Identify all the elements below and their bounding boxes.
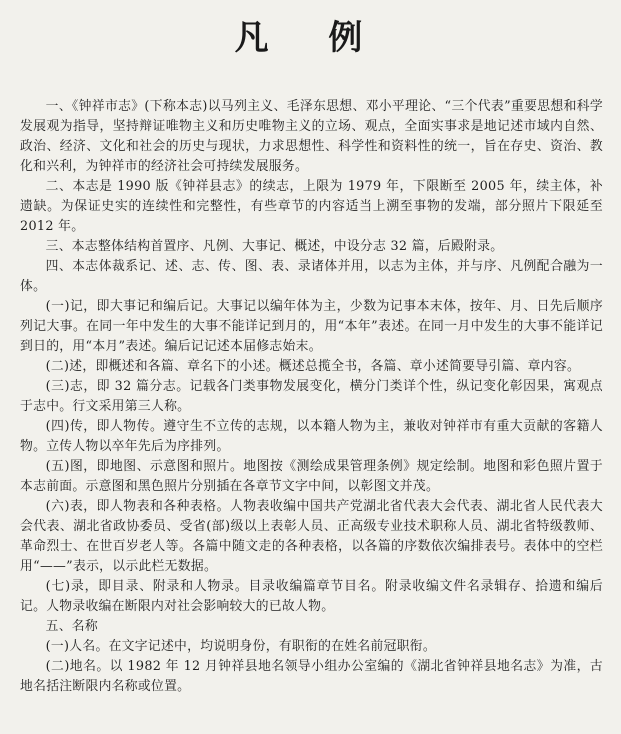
paragraph-3: 三、本志整体结构首置序、凡例、大事记、概述，中设分志 32 篇，后殿附录。 <box>45 239 504 254</box>
paragraph-14: (二)地名。以 1982 年 12 月钟祥县地名领导小组办公室编的《湖北省钟祥县地名志》为准，古地名括注断限内名称或位置。 <box>20 659 603 694</box>
paragraph-10: (六)表，即人物表和各种表格。人物表收编中国共产党湖北省代表大会代表、湖北省人民代表大会代表、湖北省政协委员、受省(部)级以上表彰人员、正高级专业技术职称人员、湖北省特级教师、革命烈士、在世百岁老人等。各篇中随文走的各种表格，以各篇的序数依次编排表号。表体中的空栏用“——”表示，以示此栏无数据。 <box>20 499 603 574</box>
paragraph-13: (一)人名。在文字记述中，均说明身份，有职衔的在姓名前冠职衔。 <box>45 639 436 654</box>
body-text <box>20 97 603 697</box>
paragraph-7: (三)志，即 32 篇分志。记载各门类事物发展变化，横分门类详个性，纵记变化彰因果，寓观点于志中。行文采用第三人称。 <box>20 379 603 414</box>
paragraph-12: 五、名称 <box>45 619 98 634</box>
paragraph-11: (七)录，即目录、附录和人物录。目录收编篇章节目名。附录收编文件名录辑存、拾遗和编后记。人物录收编在断限内对社会影响较大的已故人物。 <box>20 579 603 614</box>
paragraph-5: (一)记，即大事记和编后记。大事记以编年体为主，少数为记事本末体，按年、月、日先后顺序列记大事。在同一年中发生的大事不能详记到月的，用“本年”表述。在同一月中发生的大事不能详记到日的，用“本月”表述。编后记记述本届修志始末。 <box>20 299 603 354</box>
paragraph-2: 二、本志是 1990 版《钟祥县志》的续志，上限为 1979 年，下限断至 2005 年，续主体，补遗缺。为保证史实的连续性和完整性，有些章节的内容适当上溯至事物的发端，部分照片下限延至 2012 年。 <box>20 179 603 234</box>
page-title: 凡 例 <box>234 18 387 58</box>
paragraph-1: 一、《钟祥市志》(下称本志)以马列主义、毛泽东思想、邓小平理论、“三个代表”重要思想和科学发展观为指导，坚持辩证唯物主义和历史唯物主义的立场、观点，全面实事求是地记述市域内自然、政治、经济、文化和社会的历史与现状，力求思想性、科学性和资料性的统一，旨在存史、资治、教化和兴利，为钟祥市的经济社会可持续发展服务。 <box>20 99 603 174</box>
paragraph-9: (五)图，即地图、示意图和照片。地图按《测绘成果管理条例》规定绘制。地图和彩色照片置于本志前面。示意图和黑色照片分别插在各章节文字中间，以彰图文并茂。 <box>20 459 603 494</box>
paragraph-4: 四、本志体裁系记、述、志、传、图、表、录诸体并用，以志为主体，并与序、凡例配合融为一体。 <box>20 259 603 294</box>
paragraph-8: (四)传，即人物传。遵守生不立传的志规，以本籍人物为主，兼收对钟祥市有重大贡献的客籍人物。立传人物以卒年先后为序排列。 <box>20 419 603 454</box>
paragraph-6: (二)述，即概述和各篇、章名下的小述。概述总揽全书，各篇、章小述简要导引篇、章内容。 <box>45 359 581 374</box>
